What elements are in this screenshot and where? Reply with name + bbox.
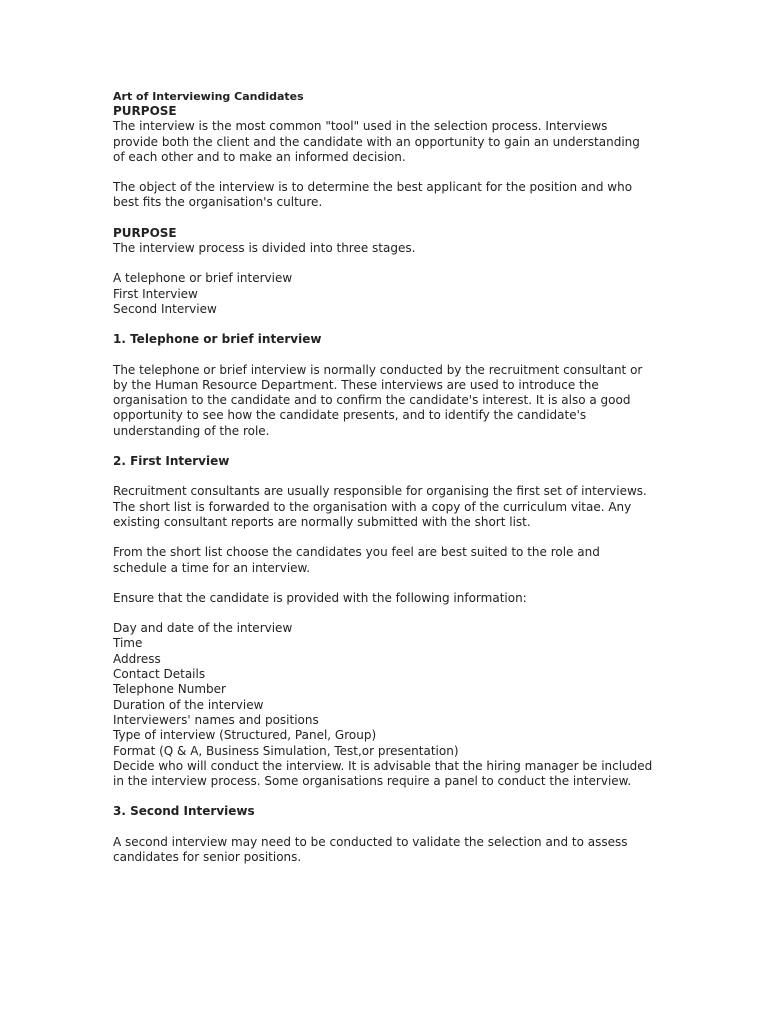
- document-page: [113, 89, 653, 865]
- list-item: Second Interview: [113, 301, 217, 316]
- info-list: [113, 621, 653, 759]
- section-paragraph: Ensure that the candidate is provided with the following information:: [113, 590, 527, 605]
- section-heading: 1. Telephone or brief interview: [113, 332, 322, 347]
- list-item: Type of interview (Structured, Panel, Group): [113, 728, 377, 743]
- list-item: First Interview: [113, 286, 198, 301]
- section-paragraph: A second interview may need to be conducted to validate the selection and to assess candidates for senior positions.: [113, 834, 628, 864]
- objective-paragraph: The object of the interview is to determine the best applicant for the position and who best fits the organisation's culture.: [113, 180, 633, 210]
- list-item: Address: [113, 651, 161, 666]
- list-item: A telephone or brief interview: [113, 271, 293, 286]
- purpose-label: PURPOSE: [113, 104, 177, 118]
- list-item: Contact Details: [113, 667, 206, 682]
- list-item: Interviewers' names and positions: [113, 712, 319, 727]
- stages-intro: The interview process is divided into three stages.: [113, 241, 416, 256]
- document-title: Art of Interviewing Candidates: [113, 90, 304, 103]
- list-item: Day and date of the interview: [113, 621, 293, 636]
- stages-list: [113, 271, 653, 317]
- section-paragraph: The telephone or brief interview is normally conducted by the recruitment consultant or by the Human Resource Department. These interviews are used to introduce the organisation to the candidate and to confirm the candidate's interest. It is also a good opportunity to see how the candidate presents, and to identify the candidate's understanding of the role.: [113, 362, 643, 438]
- intro-paragraph: The interview is the most common "tool" used in the selection process. Interviews provide both the client and the candidate with an opportunity to gain an understanding of each other and to make an informed decision.: [113, 119, 640, 164]
- section-paragraph: Recruitment consultants are usually responsible for organising the first set of interviews. The short list is forwarded to the organisation with a copy of the curriculum vitae. Any existing consultant reports are normally submitted with the short list.: [113, 484, 647, 529]
- section-heading: 2. First Interview: [113, 454, 230, 469]
- list-item: Format (Q & A, Business Simulation, Test,or presentation): [113, 743, 459, 758]
- section-paragraph: From the short list choose the candidates you feel are best suited to the role and schedule a time for an interview.: [113, 545, 600, 575]
- list-item: Time: [113, 636, 143, 651]
- list-item: Telephone Number: [113, 682, 226, 697]
- purpose-label: PURPOSE: [113, 225, 177, 240]
- list-item: Duration of the interview: [113, 697, 264, 712]
- section-paragraph: Decide who will conduct the interview. It is advisable that the hiring manager be included in the interview process. Some organisations require a panel to conduct the interview.: [113, 758, 653, 789]
- section-heading: 3. Second Interviews: [113, 804, 255, 819]
